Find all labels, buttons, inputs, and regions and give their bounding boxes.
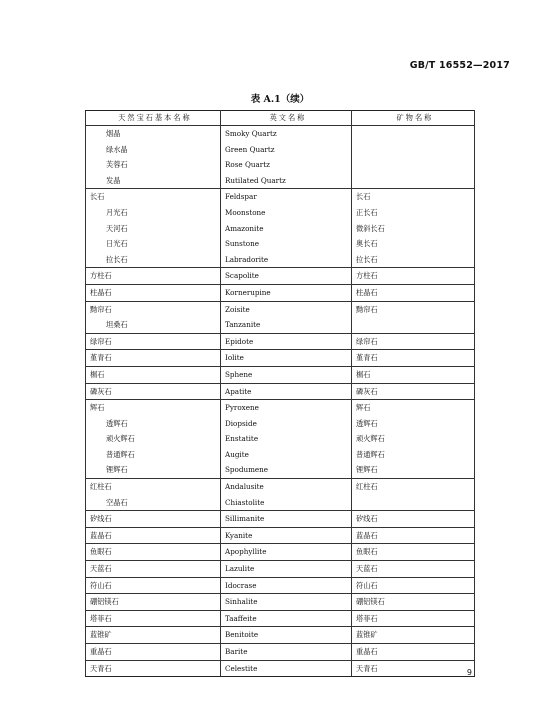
cell-en-name: Zoisite bbox=[221, 301, 352, 317]
cell-cn-name: 普通辉石 bbox=[86, 447, 221, 463]
cell-mineral-name: 堇青石 bbox=[352, 350, 475, 367]
cell-en-name: Feldspar bbox=[221, 189, 352, 205]
cell-cn-name: 柱晶石 bbox=[86, 284, 221, 301]
table-row bbox=[86, 268, 475, 285]
cell-en-name: Sunstone bbox=[221, 236, 352, 252]
cell-cn-name: 顽火辉石 bbox=[86, 431, 221, 447]
cell-en-name: Augite bbox=[221, 447, 352, 463]
table-row bbox=[86, 627, 475, 644]
table-row bbox=[86, 495, 475, 511]
cell-en-name: Benitoite bbox=[221, 627, 352, 644]
cell-en-name: Chiastolite bbox=[221, 495, 352, 511]
cell-en-name: Tanzanite bbox=[221, 317, 352, 333]
cell-cn-name: 蓝晶石 bbox=[86, 527, 221, 544]
cell-en-name: Lazulite bbox=[221, 561, 352, 578]
cell-mineral-name: 锂辉石 bbox=[352, 462, 475, 478]
table-title: 表 A.1（续） bbox=[250, 94, 310, 105]
cell-mineral-name: 重晶石 bbox=[352, 644, 475, 661]
table-row bbox=[86, 400, 475, 416]
cell-en-name: Rutilated Quartz bbox=[221, 173, 352, 189]
cell-en-name: Kornerupine bbox=[221, 284, 352, 301]
standard-code: GB/T 16552—2017 bbox=[409, 60, 510, 71]
table-row bbox=[86, 252, 475, 268]
cell-mineral-name: 榍石 bbox=[352, 366, 475, 383]
cell-cn-name: 鱼眼石 bbox=[86, 544, 221, 561]
table-row bbox=[86, 594, 475, 611]
cell-mineral-name: 绿帘石 bbox=[352, 333, 475, 350]
cell-cn-name: 日光石 bbox=[86, 236, 221, 252]
cell-cn-name: 磷灰石 bbox=[86, 383, 221, 400]
cell-mineral-name: 符山石 bbox=[352, 577, 475, 594]
cell-cn-name: 方柱石 bbox=[86, 268, 221, 285]
cell-cn-name: 硼铝镁石 bbox=[86, 594, 221, 611]
cell-mineral-name: 蓝晶石 bbox=[352, 527, 475, 544]
cell-cn-name: 天蓝石 bbox=[86, 561, 221, 578]
cell-en-name: Iolite bbox=[221, 350, 352, 367]
table-row bbox=[86, 189, 475, 205]
table-row bbox=[86, 610, 475, 627]
table-row bbox=[86, 577, 475, 594]
table-row bbox=[86, 126, 475, 142]
cell-en-name: Taaffeite bbox=[221, 610, 352, 627]
cell-cn-name: 透辉石 bbox=[86, 416, 221, 432]
table-row bbox=[86, 173, 475, 189]
table-row bbox=[86, 333, 475, 350]
cell-en-name: Celestite bbox=[221, 660, 352, 677]
table-row bbox=[86, 527, 475, 544]
cell-mineral-name: 辉石 bbox=[352, 400, 475, 416]
cell-en-name: Smoky Quartz bbox=[221, 126, 352, 142]
cell-cn-name: 重晶石 bbox=[86, 644, 221, 661]
cell-mineral-name: 顽火辉石 bbox=[352, 431, 475, 447]
cell-en-name: Rose Quartz bbox=[221, 157, 352, 173]
cell-cn-name: 天河石 bbox=[86, 221, 221, 237]
cell-mineral-name: 方柱石 bbox=[352, 268, 475, 285]
cell-mineral-name: 黝帘石 bbox=[352, 301, 475, 317]
cell-en-name: Andalusite bbox=[221, 479, 352, 495]
cell-en-name: Epidote bbox=[221, 333, 352, 350]
cell-cn-name: 天青石 bbox=[86, 660, 221, 677]
cell-cn-name: 堇青石 bbox=[86, 350, 221, 367]
cell-en-name: Moonstone bbox=[221, 205, 352, 221]
cell-mineral-name: 微斜长石 bbox=[352, 221, 475, 237]
table-row bbox=[86, 416, 475, 432]
table-header-row bbox=[86, 111, 475, 126]
cell-en-name: Spodumene bbox=[221, 462, 352, 478]
cell-en-name: Sinhalite bbox=[221, 594, 352, 611]
cell-en-name: Enstatite bbox=[221, 431, 352, 447]
column-header-cn-name: 天然宝石基本名称 bbox=[86, 111, 221, 126]
cell-cn-name: 绿帘石 bbox=[86, 333, 221, 350]
table-row bbox=[86, 511, 475, 528]
cell-en-name: Labradorite bbox=[221, 252, 352, 268]
cell-mineral-name: 普通辉石 bbox=[352, 447, 475, 463]
cell-cn-name: 榍石 bbox=[86, 366, 221, 383]
table-row bbox=[86, 544, 475, 561]
cell-en-name: Amazonite bbox=[221, 221, 352, 237]
table-row bbox=[86, 644, 475, 661]
table-row bbox=[86, 383, 475, 400]
cell-en-name: Apatite bbox=[221, 383, 352, 400]
cell-mineral-name bbox=[352, 173, 475, 189]
cell-cn-name: 烟晶 bbox=[86, 126, 221, 142]
cell-mineral-name: 矽线石 bbox=[352, 511, 475, 528]
cell-mineral-name: 正长石 bbox=[352, 205, 475, 221]
cell-mineral-name: 红柱石 bbox=[352, 479, 475, 495]
cell-mineral-name: 天青石 bbox=[352, 660, 475, 677]
column-header-en-name: 英文名称 bbox=[221, 111, 352, 126]
table-row bbox=[86, 431, 475, 447]
cell-cn-name: 黝帘石 bbox=[86, 301, 221, 317]
cell-mineral-name: 磷灰石 bbox=[352, 383, 475, 400]
gemstone-table bbox=[85, 110, 475, 677]
cell-en-name: Kyanite bbox=[221, 527, 352, 544]
cell-cn-name: 辉石 bbox=[86, 400, 221, 416]
cell-en-name: Barite bbox=[221, 644, 352, 661]
table-row bbox=[86, 236, 475, 252]
table-row bbox=[86, 284, 475, 301]
cell-cn-name: 坦桑石 bbox=[86, 317, 221, 333]
table-row bbox=[86, 350, 475, 367]
table-row bbox=[86, 561, 475, 578]
cell-cn-name: 芙蓉石 bbox=[86, 157, 221, 173]
cell-cn-name: 塔菲石 bbox=[86, 610, 221, 627]
cell-cn-name: 红柱石 bbox=[86, 479, 221, 495]
cell-en-name: Apophyllite bbox=[221, 544, 352, 561]
column-header-mineral-name: 矿物名称 bbox=[352, 111, 475, 126]
cell-mineral-name: 长石 bbox=[352, 189, 475, 205]
cell-mineral-name bbox=[352, 495, 475, 511]
cell-mineral-name: 柱晶石 bbox=[352, 284, 475, 301]
table-row bbox=[86, 462, 475, 478]
table-row bbox=[86, 205, 475, 221]
cell-mineral-name: 奥长石 bbox=[352, 236, 475, 252]
cell-mineral-name: 透辉石 bbox=[352, 416, 475, 432]
table-row bbox=[86, 447, 475, 463]
cell-en-name: Sphene bbox=[221, 366, 352, 383]
table-row bbox=[86, 157, 475, 173]
cell-cn-name: 符山石 bbox=[86, 577, 221, 594]
table-row bbox=[86, 366, 475, 383]
cell-cn-name: 绿水晶 bbox=[86, 142, 221, 158]
table-row bbox=[86, 317, 475, 333]
cell-cn-name: 蓝锥矿 bbox=[86, 627, 221, 644]
cell-mineral-name: 拉长石 bbox=[352, 252, 475, 268]
cell-mineral-name: 硼铝镁石 bbox=[352, 594, 475, 611]
cell-mineral-name bbox=[352, 157, 475, 173]
table-row bbox=[86, 660, 475, 677]
table-row bbox=[86, 142, 475, 158]
cell-cn-name: 月光石 bbox=[86, 205, 221, 221]
table-row bbox=[86, 301, 475, 317]
cell-en-name: Diopside bbox=[221, 416, 352, 432]
cell-en-name: Pyroxene bbox=[221, 400, 352, 416]
cell-mineral-name: 鱼眼石 bbox=[352, 544, 475, 561]
table-row bbox=[86, 479, 475, 495]
cell-en-name: Sillimanite bbox=[221, 511, 352, 528]
cell-cn-name: 发晶 bbox=[86, 173, 221, 189]
cell-mineral-name bbox=[352, 126, 475, 142]
cell-en-name: Green Quartz bbox=[221, 142, 352, 158]
cell-mineral-name bbox=[352, 317, 475, 333]
table-row bbox=[86, 221, 475, 237]
cell-mineral-name: 蓝锥矿 bbox=[352, 627, 475, 644]
cell-en-name: Scapolite bbox=[221, 268, 352, 285]
cell-mineral-name: 天蓝石 bbox=[352, 561, 475, 578]
cell-mineral-name: 塔菲石 bbox=[352, 610, 475, 627]
cell-cn-name: 锂辉石 bbox=[86, 462, 221, 478]
table-body bbox=[86, 126, 475, 677]
page-number: 9 bbox=[466, 668, 472, 677]
cell-cn-name: 长石 bbox=[86, 189, 221, 205]
cell-cn-name: 矽线石 bbox=[86, 511, 221, 528]
cell-cn-name: 空晶石 bbox=[86, 495, 221, 511]
cell-en-name: Idocrase bbox=[221, 577, 352, 594]
cell-mineral-name bbox=[352, 142, 475, 158]
cell-cn-name: 拉长石 bbox=[86, 252, 221, 268]
